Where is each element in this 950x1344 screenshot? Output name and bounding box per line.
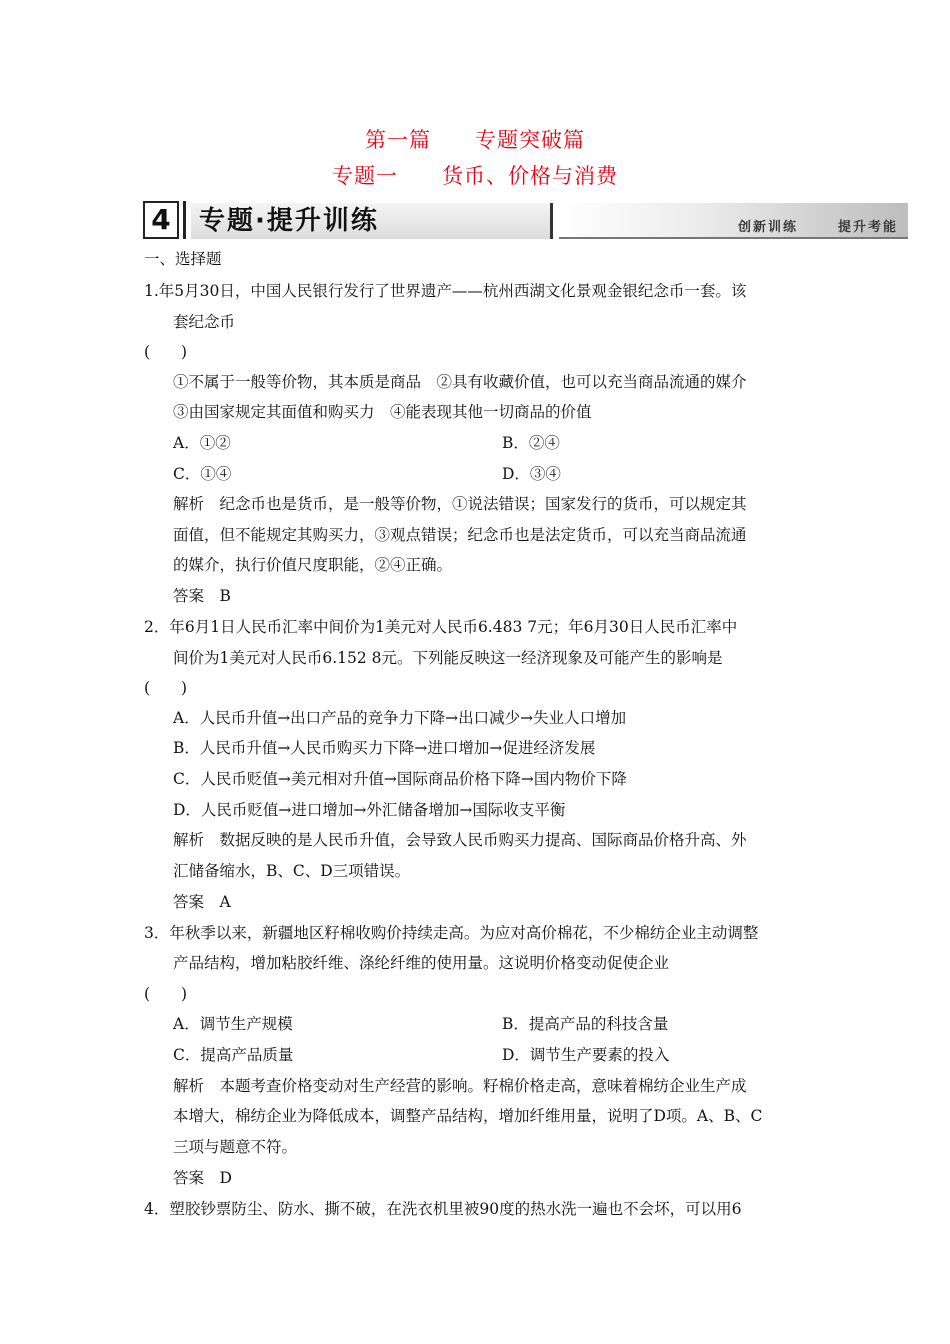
q1-option-b: B．②④ bbox=[502, 434, 560, 452]
q3-option-c: C．提高产品质量 bbox=[173, 1046, 294, 1064]
q2-stem-line2: 间价为1美元对人民币6.152 8元。下列能反映这一经济现象及可能产生的影响是 bbox=[173, 649, 723, 667]
q2-option-b: B．人民币升值→人民币购买力下降→进口增加→促进经济发展 bbox=[173, 739, 596, 757]
q3-option-b: B．提高产品的科技含量 bbox=[502, 1015, 669, 1033]
topic-title bbox=[0, 160, 950, 190]
q2-option-d: D．人民币贬值→进口增加→外汇储备增加→国际收支平衡 bbox=[173, 801, 566, 819]
topic-name: 货币、价格与消费 bbox=[442, 164, 618, 188]
q3-option-a: A．调节生产规模 bbox=[173, 1015, 293, 1033]
part-title bbox=[0, 124, 950, 154]
q1-answer: 答案 B bbox=[173, 587, 231, 605]
q4-stem-line1: 4．塑胶钞票防尘、防水、撕不破，在洗衣机里被90度的热水洗一遍也不会坏，可以用6 bbox=[144, 1200, 742, 1218]
q1-item1: ①不属于一般等价物，其本质是商品 ②具有收藏价值，也可以充当商品流通的媒介 bbox=[173, 373, 747, 391]
banner-slogan-left: 创新训练 bbox=[737, 220, 798, 235]
q3-explanation-line3: 三项与题意不符。 bbox=[173, 1138, 298, 1156]
q2-paren: ( ) bbox=[144, 679, 188, 697]
banner-number: 4 bbox=[143, 201, 179, 239]
topic-label: 专题一 bbox=[332, 164, 398, 188]
q3-paren: ( ) bbox=[144, 985, 188, 1003]
q2-option-c: C．人民币贬值→美元相对升值→国际商品价格下降→国内物价下降 bbox=[173, 770, 627, 788]
q3-answer: 答案 D bbox=[173, 1169, 232, 1187]
q1-stem-line2: 套纪念币 bbox=[173, 313, 236, 331]
banner-slogan-right: 提升考能 bbox=[837, 220, 898, 235]
q1-item2: ③由国家规定其面值和购买力 ④能表现其他一切商品的价值 bbox=[173, 403, 592, 421]
q2-answer: 答案 A bbox=[173, 893, 231, 911]
q2-stem-line1: 2．年6月1日人民币汇率中间价为1美元对人民币6.483 7元；年6月30日人民币汇率中 bbox=[144, 618, 738, 636]
part-label: 第一篇 bbox=[365, 128, 431, 152]
q1-option-c: C．①④ bbox=[173, 465, 232, 483]
banner-title: 专题·提升训练 bbox=[191, 203, 553, 239]
q3-stem-line1: 3．年秋季以来，新疆地区籽棉收购价持续走高。为应对高价棉花，不少棉纺企业主动调整 bbox=[144, 924, 759, 942]
q1-option-d: D．③④ bbox=[502, 465, 561, 483]
q1-paren: ( ) bbox=[144, 343, 188, 361]
q1-explanation-line2: 面值，但不能规定其购买力，③观点错误；纪念币也是法定货币，可以充当商品流通 bbox=[173, 526, 747, 544]
q3-stem-line2: 产品结构，增加粘胶纤维、涤纶纤维的使用量。这说明价格变动促使企业 bbox=[173, 954, 670, 972]
q3-option-d: D．调节生产要素的投入 bbox=[502, 1046, 670, 1064]
q3-explanation-line1: 解析 本题考查价格变动对生产经营的影响。籽棉价格走高，意味着棉纺企业生产成 bbox=[173, 1077, 747, 1095]
q1-explanation-line1: 解析 纪念币也是货币，是一般等价物，①说法错误；国家发行的货币，可以规定其 bbox=[173, 495, 747, 513]
banner-divider bbox=[183, 201, 186, 239]
q1-stem-line1: 1.年5月30日，中国人民银行发行了世界遗产——杭州西湖文化景观金银纪念币一套。该 bbox=[144, 282, 747, 300]
q3-explanation-line2: 本增大，棉纺企业为降低成本，调整产品结构，增加纤维用量，说明了D项。A、B、C bbox=[173, 1107, 763, 1125]
section-banner bbox=[143, 199, 908, 241]
q1-option-a: A．①② bbox=[173, 434, 231, 452]
q1-explanation-line3: 的媒介，执行价值尺度职能，②④正确。 bbox=[173, 556, 453, 574]
banner-bar bbox=[559, 203, 908, 239]
q2-explanation-line2: 汇储备缩水，B、C、D三项错误。 bbox=[173, 862, 411, 880]
q2-option-a: A．人民币升值→出口产品的竞争力下降→出口减少→失业人口增加 bbox=[173, 709, 627, 727]
q2-explanation-line1: 解析 数据反映的是人民币升值，会导致人民币购买力提高、国际商品价格升高、外 bbox=[173, 831, 747, 849]
section-heading: 一、选择题 bbox=[144, 250, 222, 268]
part-name: 专题突破篇 bbox=[475, 128, 585, 152]
